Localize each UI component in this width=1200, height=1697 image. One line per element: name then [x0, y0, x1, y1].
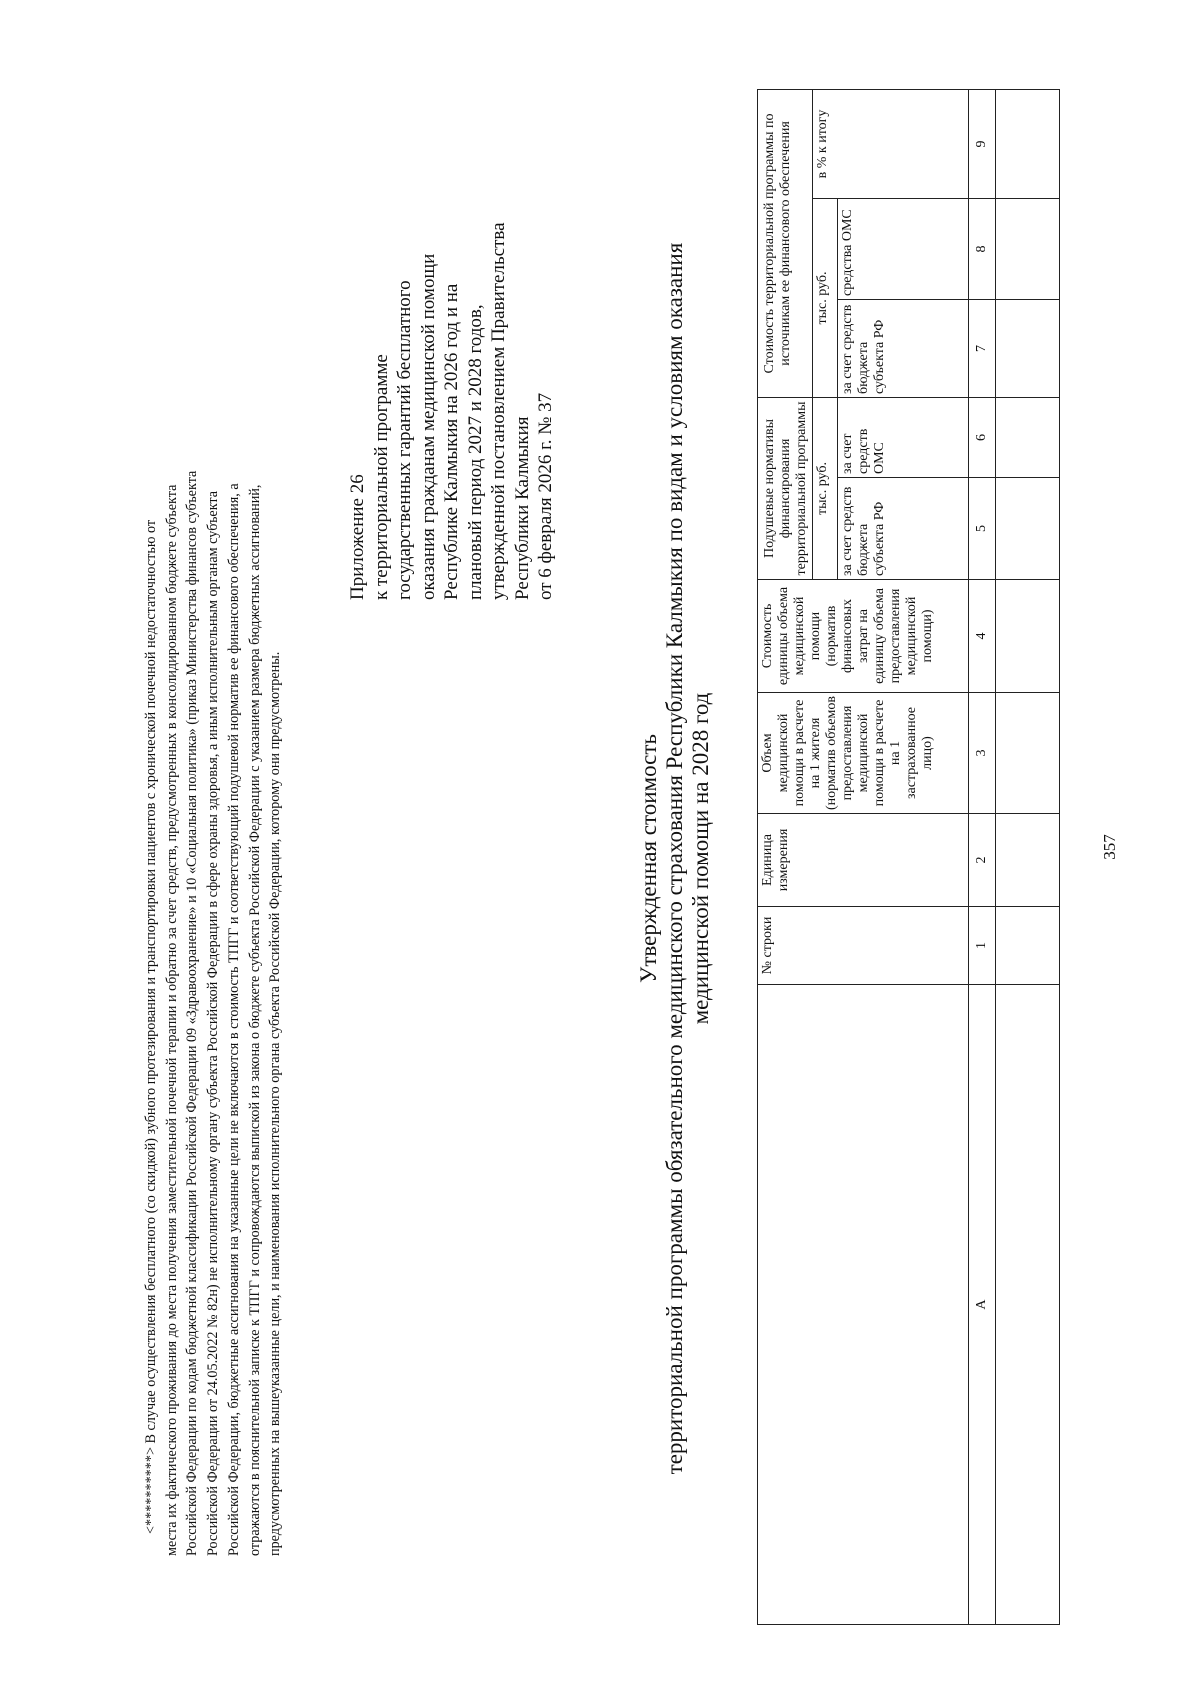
title-line-2: территориальной программы обязательного медицинского страхования Республики Калмыкия по видам и условиям оказания: [662, 242, 687, 1475]
col-number-6: 6: [969, 398, 996, 478]
col-number-7: 7: [969, 300, 996, 398]
appendix-block: [346, 160, 558, 600]
appendix-line: к территориальной программе: [370, 354, 392, 600]
col-number-2: 2: [969, 814, 996, 907]
appendix-line: Республике Калмыкия на 2026 год и на: [441, 283, 462, 600]
header-volume: Объем медицинской помощи в расчете на 1 жителя (норматив объемов предоставления медицинской помощи в расчете на 1 застрахованное лицо): [758, 693, 969, 814]
col-number-9: 9: [969, 89, 996, 198]
header-per-capita-group: Подушевые нормативы финансирования территориальной программы: [758, 398, 813, 580]
header-total-unit: тыс. руб.: [813, 199, 838, 398]
header-budget-per-capita: за счет средств бюджета субъекта РФ: [838, 478, 969, 580]
title-line-3: медицинской помощи на 2028 год: [688, 692, 713, 1025]
table-cell: [996, 693, 1060, 814]
appendix-line: плановый период 2027 и 2028 годов,: [464, 304, 486, 600]
footnote: [141, 106, 286, 1556]
cost-table: [757, 89, 1060, 1625]
header-unit-cost: Стоимость единицы объема медицинской помощи (норматив финансовых затрат на единицу объема предоставления медицинской помощи): [758, 580, 969, 693]
header-percent: в % к итогу: [813, 89, 969, 198]
appendix-line: утвержденной постановлением Правительства: [488, 222, 509, 600]
col-number-3: 3: [969, 693, 996, 814]
table-cell: [996, 985, 1060, 1625]
table-cell: [996, 907, 1060, 985]
footnote-line: Российской Федерации, бюджетные ассигнования на указанные цели не включаются в стоимость ТПГГ и соответствующий подушевой норматив ее финансового обеспечения, а: [225, 483, 242, 1556]
table-cell: [996, 478, 1060, 580]
table-cell: [996, 814, 1060, 907]
col-number-5: 5: [969, 478, 996, 580]
table-cell: [996, 580, 1060, 693]
table-cell: [996, 89, 1060, 198]
col-number-4: 4: [969, 580, 996, 693]
footnote-line: отражаются в пояснительной записке к ТПГГ и сопровождаются выпиской из закона о бюджете субъекта Российской Федерации с указанием размера бюджетных ассигнований,: [246, 484, 263, 1556]
header-per-capita-unit: тыс. руб.: [813, 398, 838, 580]
header-oms-per-capita: за счет средств ОМС: [838, 398, 969, 478]
appendix-line: государственных гарантий бесплатного: [394, 280, 415, 600]
header-budget-total: за счет средств бюджета субъекта РФ: [838, 300, 969, 398]
title-line-1: Утвержденная стоимость: [636, 734, 661, 983]
header-unit: Единица измерения: [758, 814, 969, 907]
appendix-line: оказания гражданам медицинской помощи: [417, 253, 439, 600]
footnote-line: места их фактического проживания до места получения заместительной почечной терапии и обратно за счет средств, предусмотренных в консолидированном бюджете субъекта: [163, 484, 180, 1556]
table-cell: [996, 300, 1060, 398]
footnote-line: предусмотренных на вышеуказанные цели, и наименования исполнительного органа субъекта Российской Федерации, которому они предусмотрены.: [267, 651, 284, 1556]
footnote-line: Российской Федерации по кодам бюджетной классификации Российской Федерации 09 «Здравоохранение» и 10 «Социальная политика» (приказ Министерства финансов субъекта: [184, 470, 201, 1556]
appendix-line: Приложение 26: [347, 474, 368, 600]
header-blank-cell: [758, 985, 969, 1625]
table-cell: [996, 199, 1060, 300]
col-number-1: 1: [969, 907, 996, 985]
header-oms-total: средства ОМС: [838, 199, 969, 300]
appendix-line: от 6 февраля 2026 г. № 37: [535, 392, 556, 600]
appendix-line: Республики Калмыкия: [511, 416, 533, 600]
footnote-line: Российской Федерации от 24.05.2022 № 82н) не исполнительному органу субъекта Российской Федерации в сфере охраны здоровья, а иным исполнительным органам субъекта: [205, 490, 222, 1556]
header-row-number: № строки: [758, 907, 969, 985]
document-title: [636, 140, 714, 1577]
header-total-group: Стоимость территориальной программы по источникам ее финансового обеспечения: [758, 89, 813, 397]
footnote-line: <**********> В случае осуществления бесплатного (со скидкой) зубного протезирования и транспортировки пациентов с хронической почечной недостаточностью от: [143, 519, 159, 1534]
table-cell: [996, 398, 1060, 478]
page-number: 357: [1100, 834, 1119, 860]
col-number-8: 8: [969, 199, 996, 300]
col-number-a: А: [969, 985, 996, 1625]
